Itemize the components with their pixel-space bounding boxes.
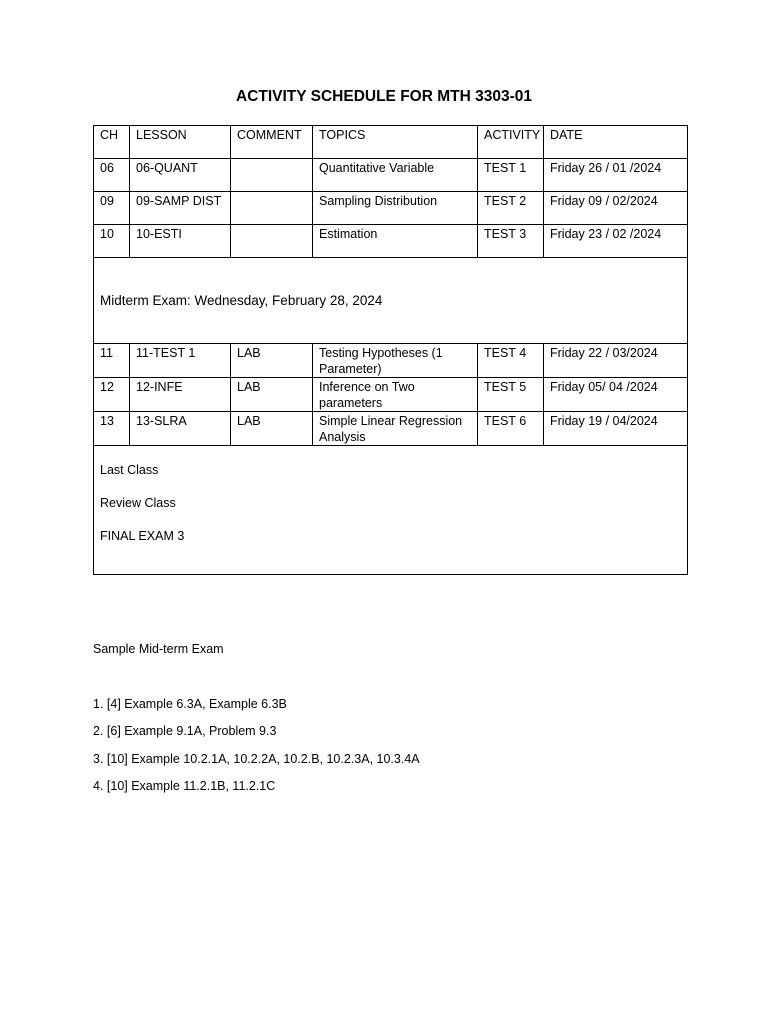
table-row xyxy=(94,225,688,258)
table-cell: 09-SAMP DIST xyxy=(130,192,231,225)
last-class-text: Last Class xyxy=(100,463,159,477)
table-cell: TEST 1 xyxy=(478,159,544,192)
table-cell: Friday 22 / 03/2024 xyxy=(544,344,688,378)
table-cell: Testing Hypotheses (1 Parameter) xyxy=(313,344,478,378)
sample-list xyxy=(93,697,420,806)
table-cell xyxy=(231,159,313,192)
table-cell xyxy=(231,225,313,258)
table-cell: 10-ESTI xyxy=(130,225,231,258)
table-cell: Estimation xyxy=(313,225,478,258)
table-cell: Quantitative Variable xyxy=(313,159,478,192)
list-item: 2. [6] Example 9.1A, Problem 9.3 xyxy=(93,724,277,739)
header-cell: LESSON xyxy=(130,126,231,159)
table-cell: LAB xyxy=(231,412,313,446)
header-cell: ACTIVITY xyxy=(478,126,544,159)
header-cell: TOPICS xyxy=(313,126,478,159)
table-cell: 06 xyxy=(94,159,130,192)
table-cell: TEST 6 xyxy=(478,412,544,446)
table-cell: Friday 19 / 04/2024 xyxy=(544,412,688,446)
table-header-row xyxy=(94,126,688,159)
list-item: 4. [10] Example 11.2.1B, 11.2.1C xyxy=(93,778,276,793)
table-cell: 10 xyxy=(94,225,130,258)
table-cell: TEST 3 xyxy=(478,225,544,258)
list-item: 3. [10] Example 10.2.1A, 10.2.2A, 10.2.B, 10.2.3A, 10.3.4A xyxy=(93,751,420,766)
page-title: ACTIVITY SCHEDULE FOR MTH 3303-01 xyxy=(236,88,532,105)
final-row xyxy=(94,446,688,575)
header-cell: CH xyxy=(94,126,130,159)
table-cell: LAB xyxy=(231,344,313,378)
table-row xyxy=(94,378,688,412)
table-cell: Friday 05/ 04 /2024 xyxy=(544,378,688,412)
table-cell: TEST 5 xyxy=(478,378,544,412)
header-cell: COMMENT xyxy=(231,126,313,159)
table-cell: 06-QUANT xyxy=(130,159,231,192)
review-class-text: Review Class xyxy=(100,496,176,510)
final-section xyxy=(94,446,688,575)
table-row xyxy=(94,192,688,225)
table-cell: Friday 26 / 01 /2024 xyxy=(544,159,688,192)
table-cell: Friday 23 / 02 /2024 xyxy=(544,225,688,258)
table-cell: Simple Linear Regression Analysis xyxy=(313,412,478,446)
table-cell: 12 xyxy=(94,378,130,412)
table-cell: 11-TEST 1 xyxy=(130,344,231,378)
activity-schedule-table xyxy=(93,125,688,575)
table-cell: Sampling Distribution xyxy=(313,192,478,225)
table-cell: LAB xyxy=(231,378,313,412)
table-cell: TEST 4 xyxy=(478,344,544,378)
table-row xyxy=(94,159,688,192)
table-row xyxy=(94,412,688,446)
table-cell: Friday 09 / 02/2024 xyxy=(544,192,688,225)
table-cell: 12-INFE xyxy=(130,378,231,412)
table-cell: 11 xyxy=(94,344,130,378)
list-item: 1. [4] Example 6.3A, Example 6.3B xyxy=(93,697,287,711)
table-cell: 09 xyxy=(94,192,130,225)
sample-heading: Sample Mid-term Exam xyxy=(93,642,224,656)
table-cell xyxy=(231,192,313,225)
final-exam-text: FINAL EXAM 3 xyxy=(100,529,185,543)
table-cell: 13 xyxy=(94,412,130,446)
table-cell: TEST 2 xyxy=(478,192,544,225)
midterm-row xyxy=(94,258,688,344)
header-cell: DATE xyxy=(544,126,688,159)
table-row xyxy=(94,344,688,378)
midterm-note: Midterm Exam: Wednesday, February 28, 2024 xyxy=(94,258,688,344)
table-cell: Inference on Two parameters xyxy=(313,378,478,412)
table-cell: 13-SLRA xyxy=(130,412,231,446)
